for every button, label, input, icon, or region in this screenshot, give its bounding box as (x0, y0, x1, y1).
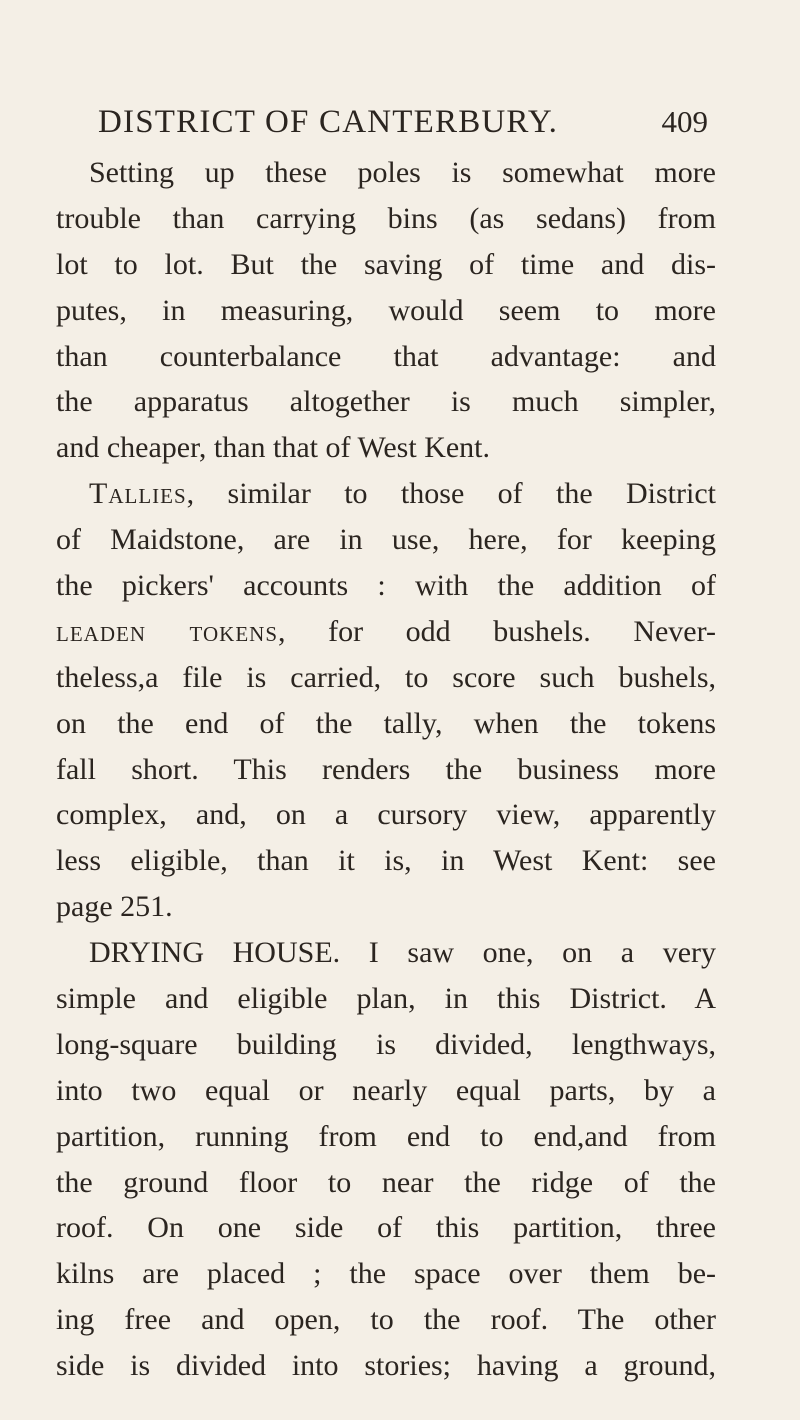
text-line (56, 471, 716, 517)
text-line: trouble than carrying bins (as sedans) from (56, 201, 716, 235)
text-line: on the end of the tally, when the tokens (56, 706, 716, 740)
body-text (56, 150, 716, 1389)
text-line: partition, running from end to end,and from (56, 1119, 716, 1153)
text-line: ing free and open, to the roof. The other (56, 1303, 716, 1337)
text-line: into two equal or nearly equal parts, by a (56, 1073, 716, 1107)
small-caps-term: leaden tokens (56, 614, 279, 648)
text-line: the pickers' accounts : with the addition of (56, 569, 716, 603)
text-line: lot to lot. But the saving of time and dis- (56, 247, 716, 281)
text-line: long-square building is divided, lengthways, (56, 1027, 716, 1061)
line-remainder: , for odd bushels. Never- (278, 614, 716, 648)
text-line: than counterbalance that advantage: and (56, 339, 716, 373)
text-line: complex, and, on a cursory view, apparently (56, 798, 716, 832)
running-head: DISTRICT OF CANTERBURY. (98, 104, 559, 140)
text-line: page 251. (56, 890, 173, 924)
text-line: roof. On one side of this partition, three (56, 1211, 716, 1245)
text-line: kilns are placed ; the space over them be- (56, 1257, 716, 1291)
text-line (56, 609, 716, 655)
text-line: DRYING HOUSE. I saw one, on a very (89, 936, 716, 970)
text-line: side is divided into stories; having a ground, (56, 1349, 716, 1383)
small-caps-term: Tallies (89, 477, 187, 511)
page-number: 409 (661, 104, 708, 139)
text-line: of Maidstone, are in use, here, for keeping (56, 523, 716, 557)
text-line: the apparatus altogether is much simpler, (56, 385, 716, 419)
text-line: simple and eligible plan, in this District. A (56, 982, 716, 1016)
text-line: the ground floor to near the ridge of the (56, 1165, 716, 1199)
text-line: putes, in measuring, would seem to more (56, 293, 716, 327)
line-remainder: , similar to those of the District (186, 477, 716, 511)
text-line: theless,a file is carried, to score such bushels, (56, 660, 716, 694)
text-line: and cheaper, than that of West Kent. (56, 431, 491, 465)
page-header (98, 104, 708, 154)
text-line: Setting up these poles is somewhat more (89, 156, 716, 189)
text-line: fall short. This renders the business more (56, 752, 716, 786)
text-line: less eligible, than it is, in West Kent: see (56, 844, 716, 878)
